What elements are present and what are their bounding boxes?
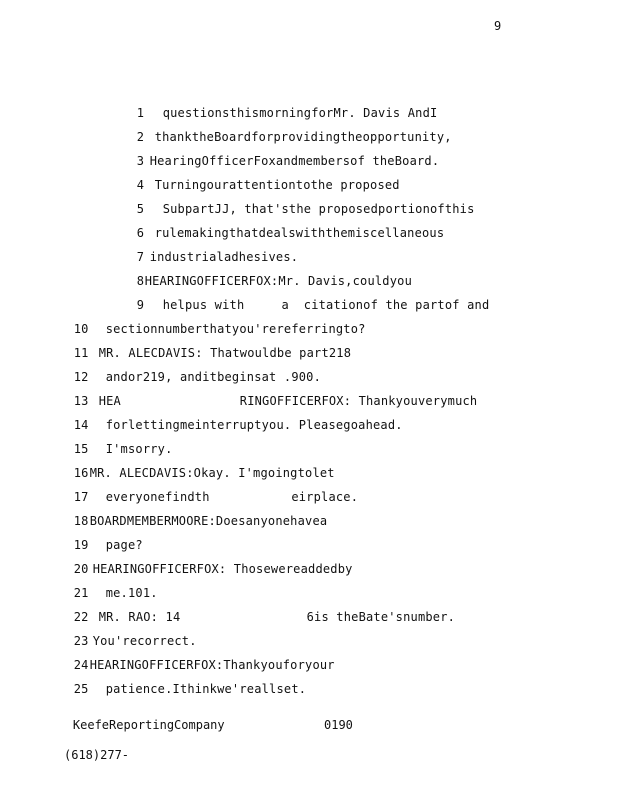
line-number: 5 [136,202,145,216]
line-number: 20 [73,562,89,576]
line-number: 9 [136,298,145,312]
line-text: patience.Ithinkwe'reallset. [105,682,307,696]
line-text: thanktheBoardforprovidingtheopportunity, [154,130,452,144]
line-text: HEA RINGOFFICERFOX: Thankyouverymuch [98,394,478,408]
line-text: Turningourattentiontothe proposed [154,178,400,192]
line-number: 11 [73,346,89,360]
line-number: 2 [136,130,145,144]
line-text: MR. ALECDAVIS:Okay. I'mgoingtolet [89,466,335,480]
line-text: MR. RAO: 14 6is theBate'snumber. [98,610,456,624]
line-number: 23 [73,634,89,648]
line-number: 3 [136,154,145,168]
line-text: I'msorry. [105,442,173,456]
line-text: sectionnumberthatyou'rereferringto? [105,322,366,336]
line-number: 8 [136,274,145,288]
line-text: questionsthismorningforMr. Davis AndI [162,106,438,120]
reporter-phone: (618)277- [64,748,130,762]
line-number: 14 [73,418,89,432]
line-number: 13 [73,394,89,408]
line-text: MR. ALECDAVIS: Thatwouldbe part218 [98,346,352,360]
line-text: BOARDMEMBERMOORE:Doesanyonehavea [89,514,328,528]
reporting-company: KeefeReportingCompany [72,718,225,732]
line-text: HEARINGOFFICERFOX: Thosewereaddedby [92,562,353,576]
line-number: 24 [73,658,89,672]
line-text: andor219, anditbeginsat .900. [105,370,322,384]
line-text: HEARINGOFFICERFOX:Mr. Davis,couldyou [144,274,412,288]
line-text: HearingOfficerFoxandmembersof theBoard. [149,154,440,168]
page-number: 9 [494,19,502,33]
line-number: 16 [73,466,89,480]
reporter-footer [44,703,353,808]
line-number: 18 [73,514,89,528]
line-number: 6 [136,226,145,240]
reporter-phone-suffix: 0190 [324,718,353,732]
line-number: 4 [136,178,145,192]
line-text: everyonefindth eirplace. [105,490,359,504]
line-text: You'recorrect. [92,634,197,648]
line-text: page? [105,538,143,552]
line-number: 7 [136,250,145,264]
line-text: helpus with a citationof the partof and [162,298,490,312]
line-text: industrialadhesives. [149,250,299,264]
line-number: 1 [136,106,145,120]
line-number: 12 [73,370,89,384]
line-number: 19 [73,538,89,552]
line-number: 21 [73,586,89,600]
line-text: SubpartJJ, that'sthe proposedportionofthis [162,202,475,216]
line-text: HEARINGOFFICERFOX:Thankyouforyour [89,658,335,672]
line-text: rulemakingthatdealswiththemiscellaneous [154,226,445,240]
line-number: 22 [73,610,89,624]
line-number: 10 [73,322,89,336]
line-number: 15 [73,442,89,456]
line-number: 17 [73,490,89,504]
line-text: forlettingmeinterruptyou. Pleasegoahead. [105,418,403,432]
line-text: me.101. [105,586,158,600]
line-number: 25 [73,682,89,696]
